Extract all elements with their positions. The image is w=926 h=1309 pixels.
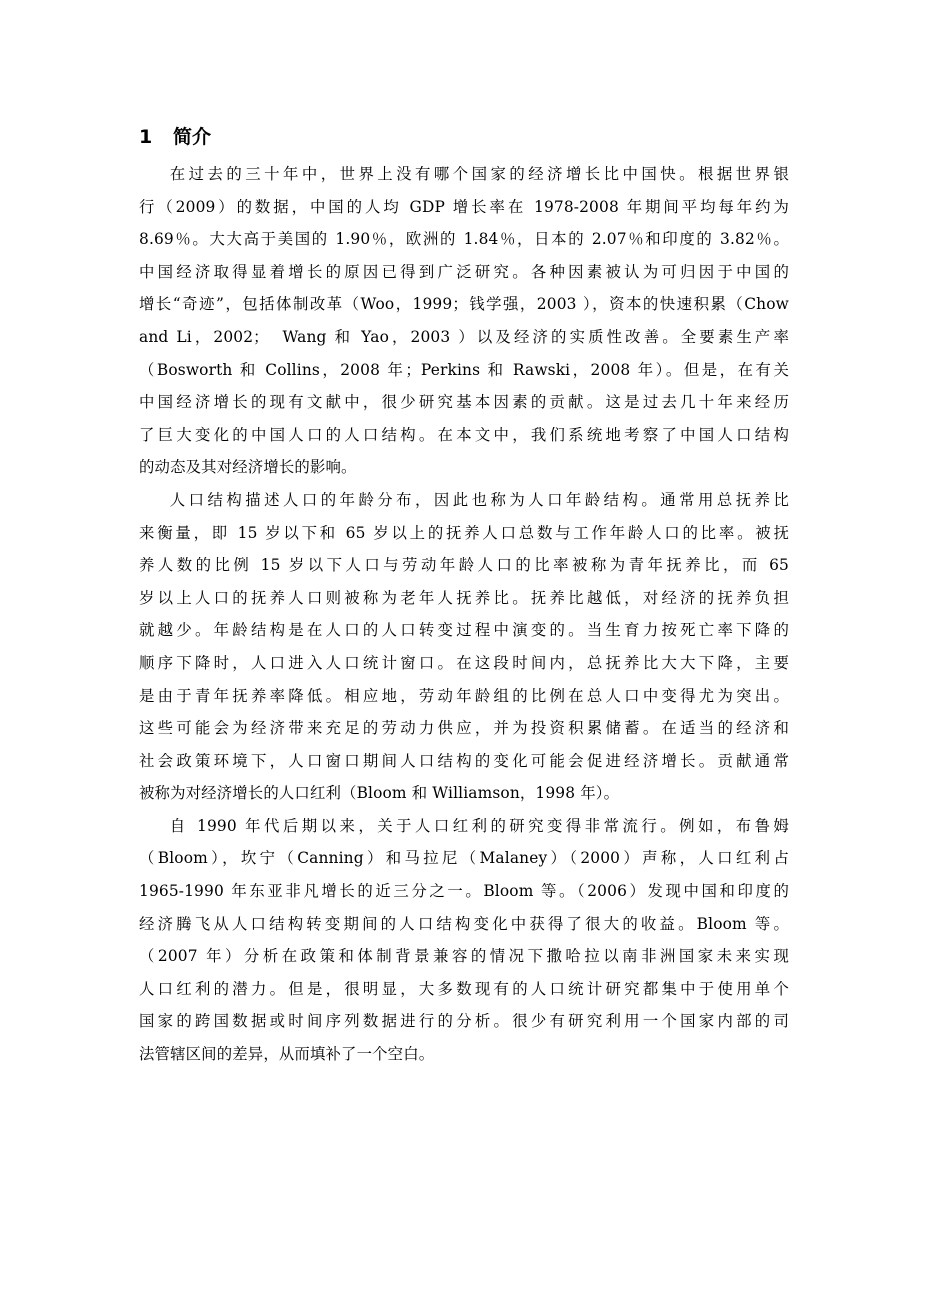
text-line: 来衡量，即 15 岁以下和 65 岁以上的抚养人口总数与工作年龄人口的比率。被抚	[139, 523, 789, 542]
text-line: 增长“奇迹”，包括体制改革（Woo，1999；钱学强，2003 ），资本的快速积累（Chow	[139, 295, 789, 314]
text-line: 了巨大变化的中国人口的人口结构。在本文中，我们系统地考察了中国人口结构	[139, 425, 789, 444]
paragraph-3	[139, 810, 789, 1071]
paragraph-2	[139, 484, 789, 810]
text-line: 就越少。年龄结构是在人口的人口转变过程中演变的。当生育力按死亡率下降的	[139, 621, 789, 640]
paragraph-1	[139, 158, 789, 484]
text-line: 国家的跨国数据或时间序列数据进行的分析。很少有研究利用一个国家内部的司	[139, 1012, 789, 1031]
text-line: 是由于青年抚养率降低。相应地，劳动年龄组的比例在总人口中变得尤为突出。	[139, 686, 789, 705]
section-number: 1	[139, 126, 153, 148]
text-line: 被称为对经济增长的人口红利（Bloom 和 Williamson，1998 年）。	[139, 784, 620, 803]
text-line: 自 1990 年代后期以来，关于人口红利的研究变得非常流行。例如，布鲁姆	[169, 816, 789, 835]
text-line: 这些可能会为经济带来充足的劳动力供应，并为投资积累储蓄。在适当的经济和	[139, 719, 789, 738]
text-line: 行（2009）的数据，中国的人均 GDP 增长率在 1978-2008 年期间平均每年约为	[139, 197, 789, 216]
text-line: （Bloom），坎宁（Canning）和马拉尼（Malaney）（2000）声称，人口红利占	[139, 849, 789, 868]
text-line: （Bosworth 和 Collins，2008 年；Perkins 和 Rawski，2008 年）。但是，在有关	[139, 360, 789, 379]
text-line: 养人数的比例 15 岁以下人口与劳动年龄人口的比率被称为青年抚养比，而 65	[139, 556, 789, 575]
section-heading	[139, 120, 789, 154]
text-line: 经济腾飞从人口结构转变期间的人口结构变化中获得了很大的收益。Bloom 等。	[139, 914, 789, 933]
text-line: 人口结构描述人口的年龄分布，因此也称为人口年龄结构。通常用总抚养比	[169, 490, 789, 509]
text-line: 中国经济取得显着增长的原因已得到广泛研究。各种因素被认为可归因于中国的	[139, 262, 789, 281]
text-line: 岁以上人口的抚养人口则被称为老年人抚养比。抚养比越低，对经济的抚养负担	[139, 588, 789, 607]
text-line: （2007 年）分析在政策和体制背景兼容的情况下撒哈拉以南非洲国家未来实现	[139, 947, 789, 966]
text-line: 在过去的三十年中，世界上没有哪个国家的经济增长比中国快。根据世界银	[169, 165, 789, 183]
text-line: 中国经济增长的现有文献中，很少研究基本因素的贡献。这是过去几十年来经历	[139, 393, 789, 412]
text-line: and Li，2002； Wang 和 Yao，2003 ）以及经济的实质性改善。全要素生产率	[139, 327, 789, 346]
text-line: 8.69％。大大高于美国的 1.90％，欧洲的 1.84％，日本的 2.07％和印度的 3.82％。	[139, 230, 789, 249]
text-line: 社会政策环境下，人口窗口期间人口结构的变化可能会促进经济增长。贡献通常	[139, 751, 789, 770]
text-line: 顺序下降时，人口进入人口统计窗口。在这段时间内，总抚养比大大下降，主要	[139, 653, 789, 672]
paper-page	[139, 120, 789, 1071]
text-line: 1965-1990 年东亚非凡增长的近三分之一。Bloom 等。（2006）发现中国和印度的	[139, 882, 789, 901]
section-title: 简介	[173, 126, 212, 148]
text-line: 人口红利的潜力。但是，很明显，大多数现有的人口统计研究都集中于使用单个	[139, 979, 789, 998]
text-line: 法管辖区间的差异，从而填补了一个空白。	[139, 1045, 435, 1064]
text-line: 的动态及其对经济增长的影响。	[139, 458, 357, 477]
